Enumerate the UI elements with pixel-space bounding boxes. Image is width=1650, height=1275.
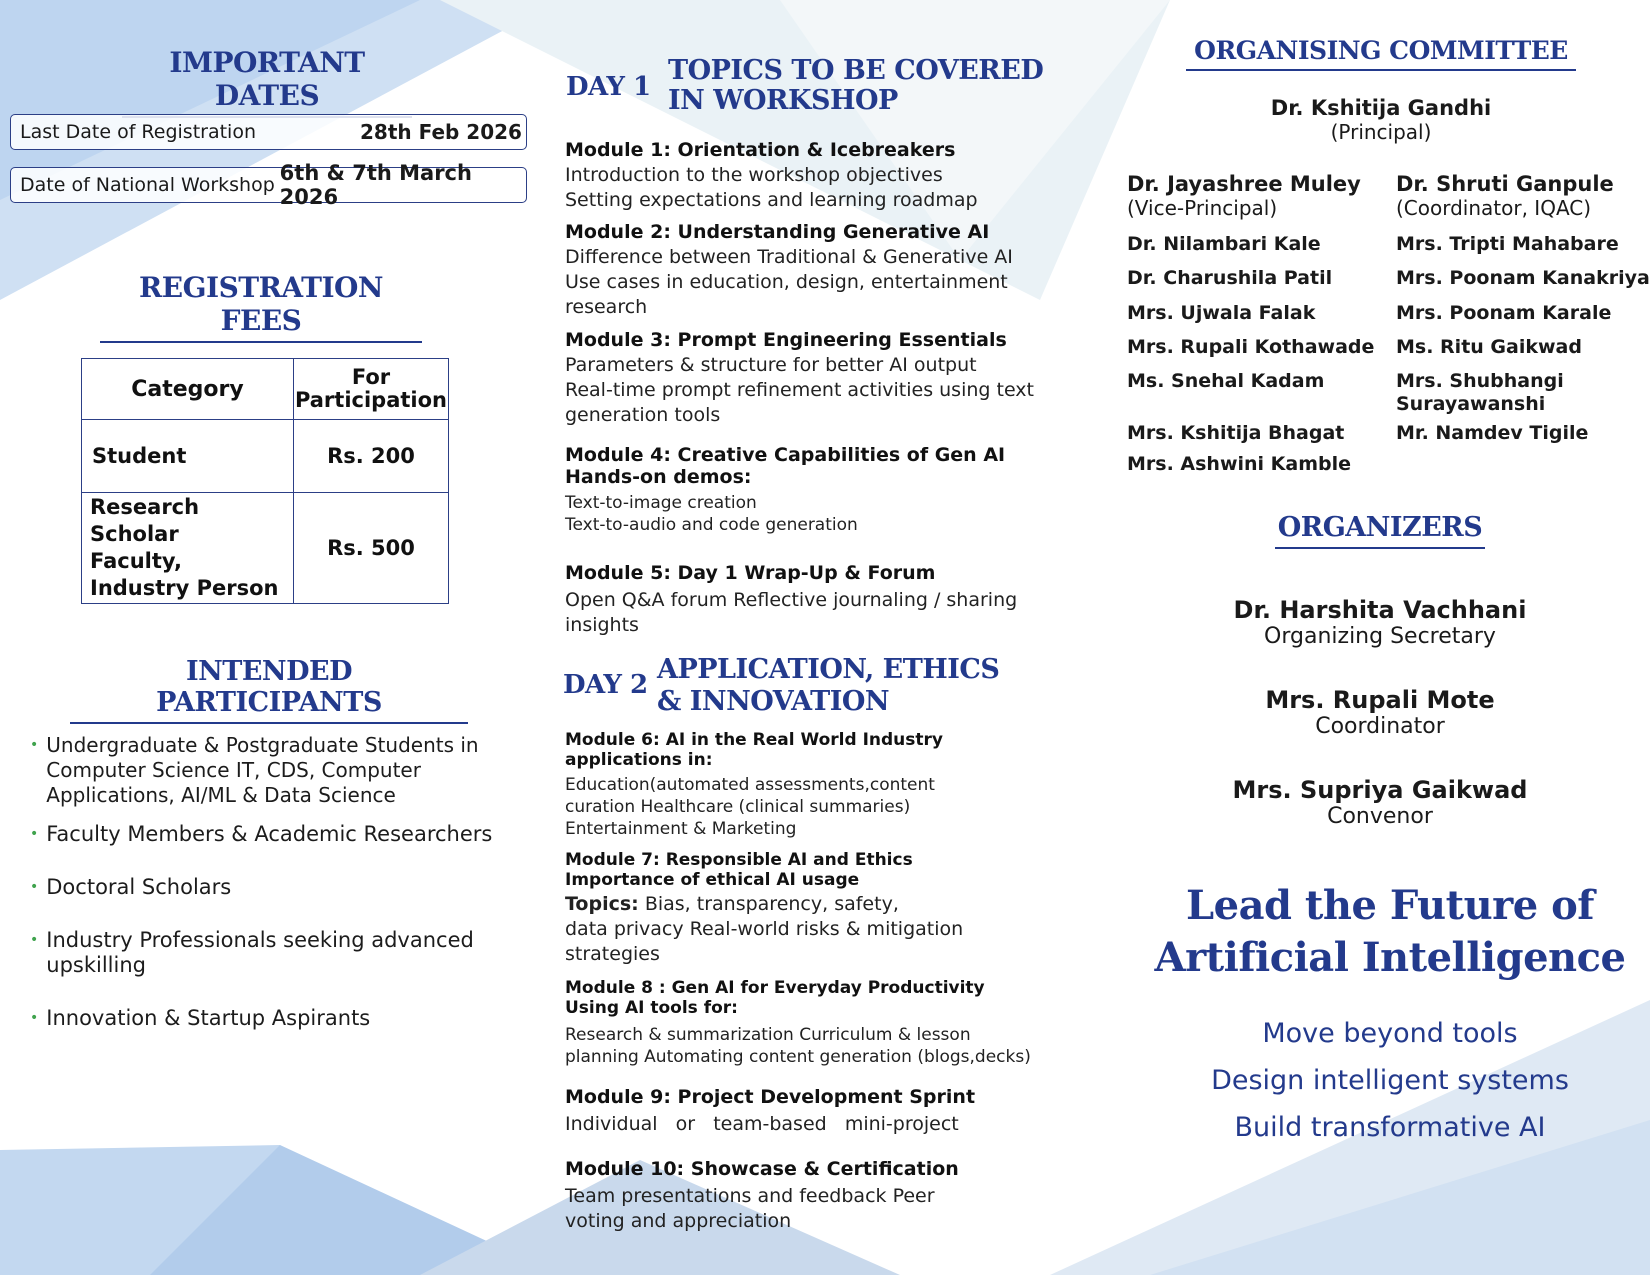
organizer [1180,776,1580,829]
module-line: Education(automated assessments,content [565,775,935,795]
organizers-title: ORGANIZERS [1275,512,1485,549]
committee-member: Ms. Ritu Gaikwad [1396,336,1582,358]
bullet-icon: • [30,826,39,842]
module-4 [565,444,1085,562]
list-item [30,928,520,978]
module-5 [565,562,1085,638]
module-title: Module 6: AI in the Real World Industry [565,730,943,750]
organizer-name: Dr. Harshita Vachhani [1233,596,1527,624]
topics-label: Topics: [565,893,639,915]
important-dates-title: IMPORTANT DATES [122,46,412,118]
coordinator-block [1396,172,1614,220]
module-line: Open Q&A forum Reflective journaling / sharing [565,589,1018,611]
module-line: planning Automating content generation (blogs,decks) [565,1047,1031,1067]
module-line: Difference between Traditional & Generative AI [565,246,1013,268]
participant-line: Industry Professionals seeking advanced [46,928,474,952]
fees-amount: Rs. 500 [293,493,448,604]
organizer-name: Mrs. Rupali Mote [1265,686,1495,714]
day2-title [657,654,999,718]
committee-member: Dr. Nilambari Kale [1127,233,1321,255]
day1-label: DAY 1 [566,72,651,102]
day2-title-line: & INNOVATION [657,686,890,717]
module-subtitle: Hands-on demos: [565,466,752,488]
tagline-sub [1130,1010,1650,1151]
vice-principal-block [1127,172,1361,220]
participant-line: Applications, AI/ML & Data Science [46,783,396,807]
registration-label: Last Date of Registration [20,121,256,143]
module-title: Module 8 : Gen AI for Everyday Productivity [565,978,985,998]
organizer-role: Coordinator [1315,714,1445,739]
module-line: Bias, transparency, safety, [638,893,899,915]
fees-category: Student [82,420,294,493]
day2-modules [565,730,1085,1234]
organizer-name: Mrs. Supriya Gaikwad [1232,776,1528,804]
module-line: Text-to-audio and code generation [565,515,858,535]
registration-value: 28th Feb 2026 [360,120,522,144]
registration-fees-title: REGISTRATION FEES [100,271,422,343]
module-title: Module 7: Responsible AI and Ethics [565,850,913,870]
module-subtitle: Using AI tools for: [565,998,738,1018]
module-title: Module 1: Orientation & Icebreakers [565,139,956,161]
tagline-subline: Design intelligent systems [1211,1065,1569,1096]
participant-line: Faculty Members & Academic Researchers [46,822,493,846]
fees-category-line: Faculty, [90,549,182,573]
list-item [30,875,520,900]
principal-role: (Principal) [1330,120,1432,144]
participant-line: Doctoral Scholars [46,875,232,899]
committee-member: Mrs. Rupali Kothawade [1127,336,1375,358]
module-line: insights [565,614,639,636]
module-line: Text-to-image creation [565,493,757,513]
module-line: Individual or team-based mini-project [565,1113,959,1135]
participant-line: Undergraduate & Postgraduate Students in [46,733,479,757]
module-line: Setting expectations and learning roadmap [565,189,978,211]
participants-list [30,733,520,1031]
vice-principal-role: (Vice-Principal) [1127,196,1278,220]
module-line: Entertainment & Marketing [565,819,797,839]
day1-title [668,56,1043,116]
module-line: Real-time prompt refinement activities using text [565,379,1034,401]
coordinator-name: Dr. Shruti Ganpule [1396,172,1614,196]
day1-modules [565,139,1085,638]
day1-title-line: TOPICS TO BE COVERED [668,55,1044,86]
committee-member: Mrs. Ujwala Falak [1127,302,1316,324]
module-line: Team presentations and feedback Peer [565,1185,935,1207]
committee-member: Mrs. Tripti Mahabare [1396,233,1619,255]
module-title: Module 5: Day 1 Wrap-Up & Forum [565,562,936,584]
list-item [30,733,520,808]
principal-block [1186,96,1576,144]
module-title: Module 3: Prompt Engineering Essentials [565,329,1007,351]
tagline-subline: Build transformative AI [1234,1112,1546,1143]
committee-member: Mrs. Ashwini Kamble [1127,453,1352,475]
intended-participants-title: INTENDED PARTICIPANTS [70,656,468,724]
registration-date-box [10,114,527,150]
fees-row [82,493,449,604]
day1-title-line: IN WORKSHOP [668,85,898,116]
module-line: strategies [565,943,660,965]
organizer [1180,686,1580,776]
workshop-date-box [10,161,527,209]
fees-category [82,493,294,604]
module-3 [565,329,1085,444]
organizers-list [1180,596,1580,829]
bullet-icon: • [30,932,39,948]
module-9 [565,1086,1085,1158]
category-header: Category [82,359,294,420]
participant-line: Computer Science IT, CDS, Computer [46,758,421,782]
committee-member: Mrs. Poonam Karale [1396,302,1612,324]
module-6 [565,730,1085,850]
fees-category-line: Research Scholar [90,495,200,546]
committee-member: Dr. Charushila Patil [1127,267,1333,289]
module-line: data privacy Real-world risks & mitigation [565,918,964,940]
module-title: Module 2: Understanding Generative AI [565,221,990,243]
participation-header [293,359,448,420]
organizer-role: Organizing Secretary [1264,624,1496,649]
workshop-value: 6th & 7th March 2026 [279,161,472,209]
vice-principal-name: Dr. Jayashree Muley [1127,172,1361,196]
module-line: Research & summarization Curriculum & lesson [565,1025,971,1045]
module-title: Module 9: Project Development Sprint [565,1086,976,1108]
coordinator-role: (Coordinator, IQAC) [1396,196,1592,220]
tagline-subline: Move beyond tools [1262,1018,1518,1049]
module-line: Introduction to the workshop objectives [565,164,943,186]
bullet-icon: • [30,879,39,895]
committee-member: Surayawanshi [1396,393,1546,415]
committee-member: Mr. Namdev Tigile [1396,422,1589,444]
day2-label: DAY 2 [563,670,648,700]
committee-member: Ms. Snehal Kadam [1127,370,1325,392]
module-subtitle: Importance of ethical AI usage [565,870,860,890]
module-10 [565,1158,1085,1234]
principal-name: Dr. Kshitija Gandhi [1270,96,1492,120]
workshop-label: Date of National Workshop [20,174,275,196]
fees-amount: Rs. 200 [293,420,448,493]
fees-row [82,420,449,493]
organising-committee-title: ORGANISING COMMITTEE [1186,36,1576,71]
module-8 [565,978,1085,1086]
committee-member: Mrs. Kshitija Bhagat [1127,422,1345,444]
list-item [30,1006,520,1031]
committee-member: Mrs. Shubhangi [1396,370,1564,392]
list-item [30,822,520,847]
participation-header-line-1: For [351,365,391,389]
organizer [1180,596,1580,686]
participant-line: upskilling [46,953,146,977]
organizer-role: Convenor [1327,804,1433,829]
tagline-heading [1130,880,1650,984]
module-title: Module 10: Showcase & Certification [565,1158,959,1180]
fees-header-row [82,359,449,420]
fees-table [81,358,449,604]
module-subtitle: applications in: [565,750,713,770]
committee-member: Mrs. Poonam Kanakriya [1396,267,1650,289]
module-2 [565,221,1085,329]
module-line: generation tools [565,404,721,426]
module-title: Module 4: Creative Capabilities of Gen AI [565,444,1006,466]
participation-header-line-2: Participation [294,388,447,412]
module-line: voting and appreciation [565,1210,792,1232]
module-line: research [565,296,648,318]
bullet-icon: • [30,737,39,753]
bullet-icon: • [30,1010,39,1026]
module-line: Use cases in education, design, entertainment [565,271,1008,293]
fees-category-line: Industry Person [90,576,279,600]
module-7 [565,850,1085,978]
tagline-line: Lead the Future of [1186,882,1594,929]
module-line: Parameters & structure for better AI output [565,354,977,376]
participant-line: Innovation & Startup Aspirants [46,1006,371,1030]
day2-title-line: APPLICATION, ETHICS [657,654,1000,685]
module-line: curation Healthcare (clinical summaries) [565,797,911,817]
tagline-line: Artificial Intelligence [1154,934,1626,981]
module-1 [565,139,1085,221]
